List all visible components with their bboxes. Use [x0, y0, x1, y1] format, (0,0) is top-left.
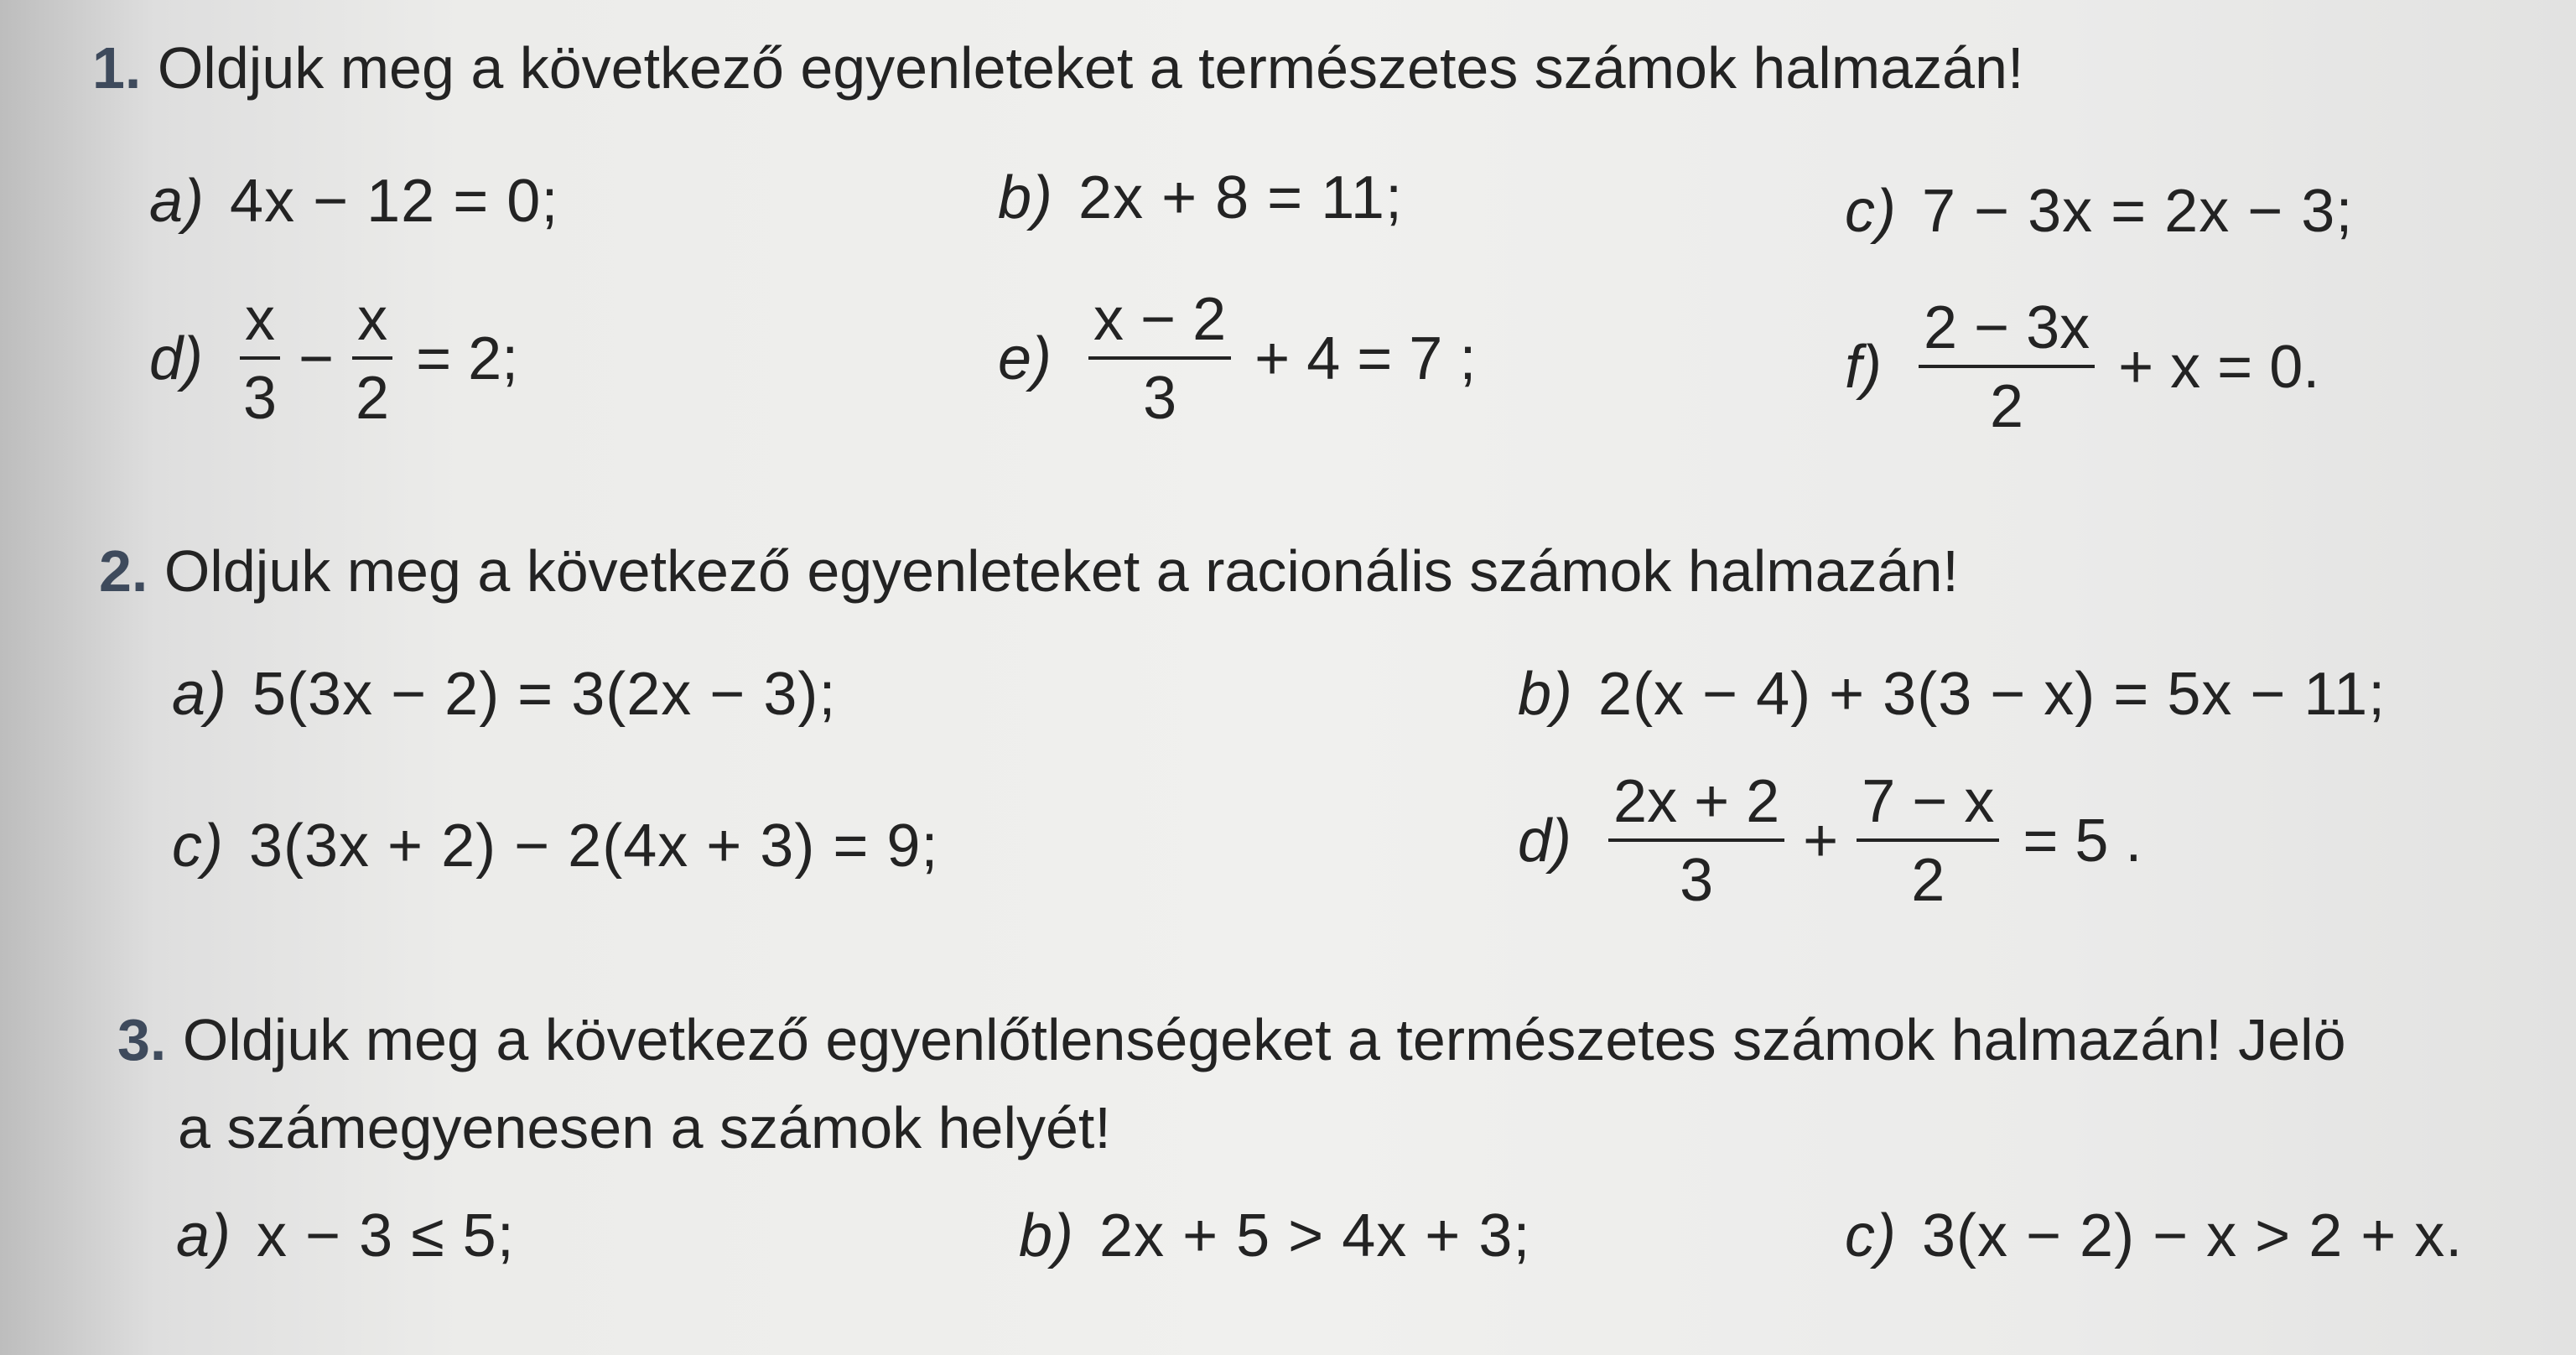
exercise-label: e)	[998, 325, 1052, 392]
equation-rest: + x = 0.	[2118, 334, 2320, 401]
section-number: 2.	[99, 538, 148, 604]
operator: −	[299, 325, 335, 392]
section-3-heading	[117, 1007, 2346, 1072]
section-title-line2: a számegyenesen a számok helyét!	[178, 1095, 1111, 1160]
inequality: 3(x − 2) − x > 2 + x.	[1921, 1202, 2464, 1269]
exercise-1a	[149, 168, 559, 235]
exercise-label: b)	[1518, 661, 1574, 728]
denominator: 3	[1680, 847, 1714, 914]
denominator: 2	[1990, 373, 2024, 440]
equation: 4x − 12 = 0;	[230, 168, 559, 235]
numerator: x	[245, 286, 276, 353]
denominator: 2	[356, 365, 390, 432]
exercise-label: a)	[176, 1202, 232, 1269]
exercise-1e	[998, 286, 1477, 432]
section-number: 1.	[92, 35, 142, 101]
equation: 2(x − 4) + 3(3 − x) = 5x − 11;	[1598, 661, 2386, 728]
fraction	[1608, 768, 1784, 914]
section-3-heading-line2	[178, 1095, 1111, 1160]
numerator: 2x + 2	[1613, 768, 1780, 835]
operator: +	[1803, 807, 1839, 875]
exercise-label: d)	[149, 325, 204, 392]
denominator: 3	[1143, 365, 1177, 432]
exercise-2b	[1518, 661, 2386, 728]
numerator: x − 2	[1093, 286, 1227, 353]
exercise-3a	[176, 1202, 515, 1269]
exercise-label: c)	[1845, 178, 1897, 245]
fraction	[352, 286, 392, 432]
exercise-label: a)	[172, 661, 228, 728]
fraction	[240, 286, 280, 432]
equation: 2x + 8 = 11;	[1078, 164, 1403, 231]
equation: 3(3x + 2) − 2(4x + 3) = 9;	[248, 812, 939, 880]
section-number: 3.	[117, 1007, 167, 1072]
exercise-2c	[172, 812, 939, 880]
equation: 7 − 3x = 2x − 3;	[1921, 178, 2354, 245]
inequality: x − 3 ≤ 5;	[257, 1202, 515, 1269]
exercise-1f	[1845, 294, 2320, 440]
equation: 5(3x − 2) = 3(2x − 3);	[252, 661, 837, 728]
exercise-1b	[998, 164, 1403, 231]
numerator: 2 − 3x	[1923, 294, 2090, 361]
exercise-label: c)	[172, 812, 224, 880]
exercise-label: a)	[149, 168, 205, 235]
denominator: 3	[243, 365, 278, 432]
exercise-label: d)	[1518, 807, 1572, 875]
numerator: x	[357, 286, 388, 353]
exercise-label: b)	[998, 164, 1054, 231]
equation-rest: = 5 .	[2023, 807, 2142, 875]
exercise-label: f)	[1845, 334, 1882, 401]
exercise-1c	[1845, 178, 2354, 245]
equation-rest: + 4 = 7 ;	[1254, 325, 1477, 392]
fraction	[1857, 768, 1999, 914]
fraction	[1088, 286, 1231, 432]
inequality: 2x + 5 > 4x + 3;	[1099, 1202, 1531, 1269]
section-title: Oldjuk meg a következő egyenleteket a természetes számok halmazán!	[157, 35, 2024, 101]
fraction	[1919, 294, 2095, 440]
section-title: Oldjuk meg a következő egyenlőtlenségeket a természetes számok halmazán! Jelö	[182, 1007, 2346, 1072]
exercise-2d	[1518, 768, 2142, 914]
exercise-3b	[1019, 1202, 1531, 1269]
section-2-heading	[99, 538, 1959, 604]
denominator: 2	[1911, 847, 1945, 914]
equation-rest: = 2;	[416, 325, 519, 392]
numerator: 7 − x	[1862, 768, 1995, 835]
exercise-1d	[149, 286, 519, 432]
exercise-label: b)	[1019, 1202, 1075, 1269]
section-title: Oldjuk meg a következő egyenleteket a racionális számok halmazán!	[164, 538, 1959, 604]
section-1-heading	[92, 35, 2024, 101]
exercise-label: c)	[1845, 1202, 1897, 1269]
exercise-2a	[172, 661, 837, 728]
exercise-3c	[1845, 1202, 2464, 1269]
